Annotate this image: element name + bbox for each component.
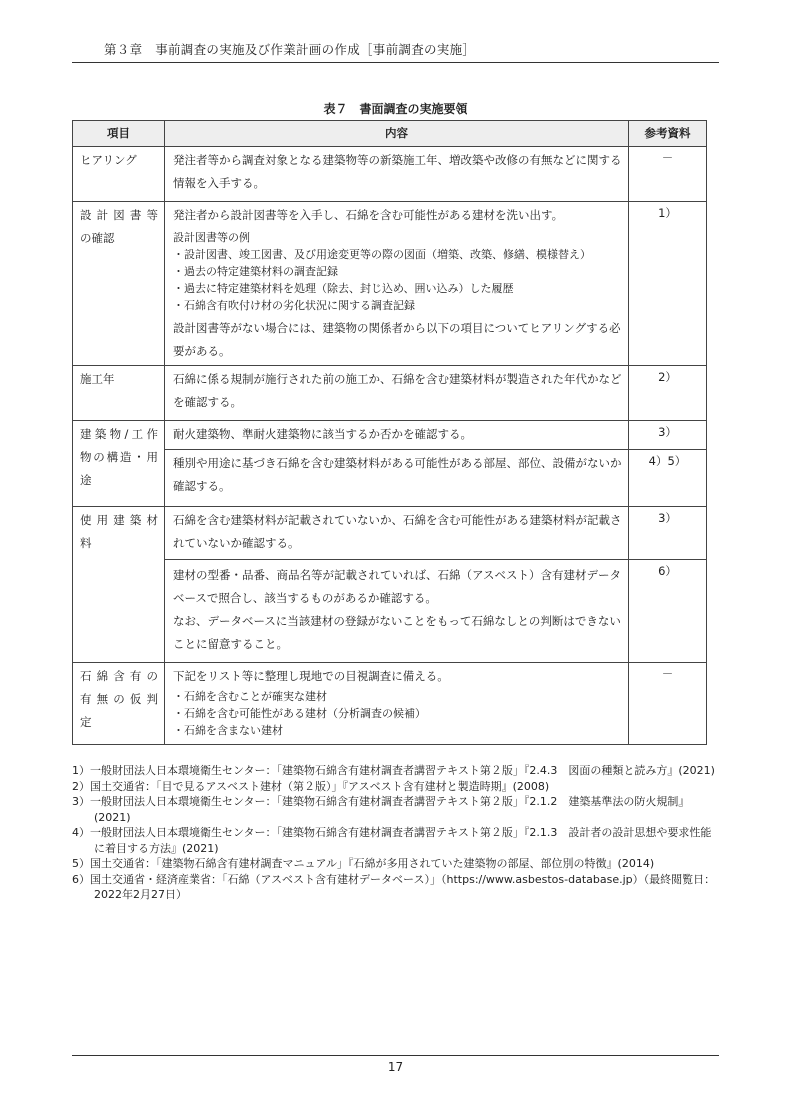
row-ref-materials-b: 6） bbox=[629, 560, 707, 663]
reference-note: 5）国土交通省：｢建築物石綿含有建材調査マニュアル｣『石綿が多用されていた建築物の部屋、部位別の特徴』(2014) bbox=[72, 857, 655, 870]
row-item-materials bbox=[73, 507, 165, 663]
list-item: ・石綿含有吹付け材の劣化状況に関する調査記録 bbox=[173, 299, 415, 312]
content-intro: 発注者から設計図書等を入手し、石綿を含む可能性がある建材を洗い出す。 bbox=[173, 208, 564, 222]
row-ref-presence: － bbox=[629, 663, 707, 745]
item-line: 有無の仮判 bbox=[80, 692, 158, 706]
page-number: 17 bbox=[387, 1060, 404, 1074]
item-line: 設計図書等 bbox=[80, 208, 158, 222]
item-line: 建築物/工作 bbox=[80, 427, 158, 441]
list-item: ・設計図書、竣工図書、及び用途変更等の際の図面（増築、改築、修繕、模様替え） bbox=[173, 248, 591, 261]
reference-note: 1）一般財団法人日本環境衛生センター：｢建築物石綿含有建材調査者講習テキスト第２版｣『2.4.3 図面の種類と読み方』(2021) bbox=[72, 764, 715, 777]
reference-note: 2）国土交通省：｢目で見るアスベスト建材（第２版）｣『アスベスト含有建材と製造時期』(2008) bbox=[72, 779, 550, 793]
table-row bbox=[73, 450, 707, 507]
header-reference: 参考資料 bbox=[629, 121, 707, 147]
item-line: 定 bbox=[80, 715, 92, 729]
table-row bbox=[73, 560, 707, 663]
reference-notes bbox=[72, 763, 720, 903]
list-item: ・過去の特定建築材料の調査記録 bbox=[173, 265, 338, 278]
row-content-materials-b bbox=[165, 560, 629, 663]
table-caption: 表７ 書面調査の実施要領 bbox=[323, 102, 468, 116]
table-row bbox=[73, 147, 707, 202]
row-item-hearing: ヒアリング bbox=[73, 147, 165, 202]
row-content-drawings bbox=[165, 202, 629, 366]
row-content-presence bbox=[165, 663, 629, 745]
table-row bbox=[73, 507, 707, 560]
item-line: 石綿含有の bbox=[80, 669, 158, 683]
row-item-drawings bbox=[73, 202, 165, 366]
example-title: 設計図書等の例 bbox=[173, 231, 250, 244]
table-header-row bbox=[73, 121, 707, 147]
material-list bbox=[173, 688, 622, 739]
reference-note: 6）国土交通省・経済産業省：｢石綿（アスベスト含有建材データベース）｣（https://www.asbestos-database.jp）（最終閲覧日：2022年2月27日） bbox=[72, 872, 716, 901]
item-line: 料 bbox=[80, 536, 92, 550]
item-line: 使用建築材 bbox=[80, 513, 158, 527]
survey-table bbox=[72, 120, 707, 745]
row-content-materials-a: 石綿を含む建築材料が記載されていないか、石綿を含む可能性がある建築材料が記載されていないか確認する。 bbox=[165, 507, 629, 560]
header-item: 項目 bbox=[73, 121, 165, 147]
table-row bbox=[73, 421, 707, 450]
content-outro: 設計図書等がない場合には、建築物の関係者から以下の項目についてヒアリングする必要がある。 bbox=[173, 321, 621, 358]
example-list bbox=[173, 229, 622, 314]
row-item-structure bbox=[73, 421, 165, 507]
row-ref-structure-b: 4）5） bbox=[629, 450, 707, 507]
header-content: 内容 bbox=[165, 121, 629, 147]
table-row bbox=[73, 202, 707, 366]
page-header: 第３章 事前調査の実施及び作業計画の作成［事前調査の実施］ bbox=[104, 42, 476, 57]
item-line: の確認 bbox=[80, 231, 115, 245]
reference-note: 3）一般財団法人日本環境衛生センター：｢建築物石綿含有建材調査者講習テキスト第２版｣『2.1.2 建築基準法の防火規制』(2021) bbox=[72, 795, 690, 824]
row-content-structure-b: 種別や用途に基づき石綿を含む建築材料がある可能性がある部屋、部位、設備がないか確認する。 bbox=[165, 450, 629, 507]
table-row bbox=[73, 366, 707, 421]
header-divider bbox=[72, 62, 719, 63]
content-intro: 下記をリスト等に整理し現地での目視調査に備える。 bbox=[173, 669, 449, 683]
footer-divider bbox=[72, 1055, 719, 1056]
list-item: ・過去に特定建築材料を処理（除去、封じ込め、囲い込み）した履歴 bbox=[173, 282, 514, 295]
content-paragraph: なお、データベースに当該建材の登録がないことをもって石綿なしとの判断はできないことに留意すること。 bbox=[173, 614, 621, 651]
row-ref-drawings: 1） bbox=[629, 202, 707, 366]
content-paragraph: 建材の型番・品番、商品名等が記載されていれば、石綿（アスベスト）含有建材データベースで照合し、該当するものがあるか確認する。 bbox=[173, 568, 622, 605]
row-content-hearing: 発注者等から調査対象となる建築物等の新築施工年、増改築や改修の有無などに関する情報を入手する。 bbox=[165, 147, 629, 202]
list-item: ・石綿を含むことが確実な建材 bbox=[173, 690, 327, 703]
item-line: 物の構造・用 bbox=[80, 450, 158, 464]
reference-note: 4）一般財団法人日本環境衛生センター：｢建築物石綿含有建材調査者講習テキスト第２版｣『2.1.3 設計者の設計思想や要求性能に着目する方法』(2021) bbox=[72, 826, 712, 855]
row-ref-materials-a: 3） bbox=[629, 507, 707, 560]
row-item-year: 施工年 bbox=[73, 366, 165, 421]
row-content-year: 石綿に係る規制が施行された前の施工か、石綿を含む建築材料が製造された年代かなどを確認する。 bbox=[165, 366, 629, 421]
row-ref-structure-a: 3） bbox=[629, 421, 707, 450]
item-line: 途 bbox=[80, 473, 92, 487]
row-ref-year: 2） bbox=[629, 366, 707, 421]
row-ref-hearing: － bbox=[629, 147, 707, 202]
row-content-structure-a: 耐火建築物、準耐火建築物に該当するか否かを確認する。 bbox=[165, 421, 629, 450]
list-item: ・石綿を含む可能性がある建材（分析調査の候補） bbox=[173, 707, 426, 720]
row-item-presence bbox=[73, 663, 165, 745]
list-item: ・石綿を含まない建材 bbox=[173, 724, 283, 737]
table-row bbox=[73, 663, 707, 745]
